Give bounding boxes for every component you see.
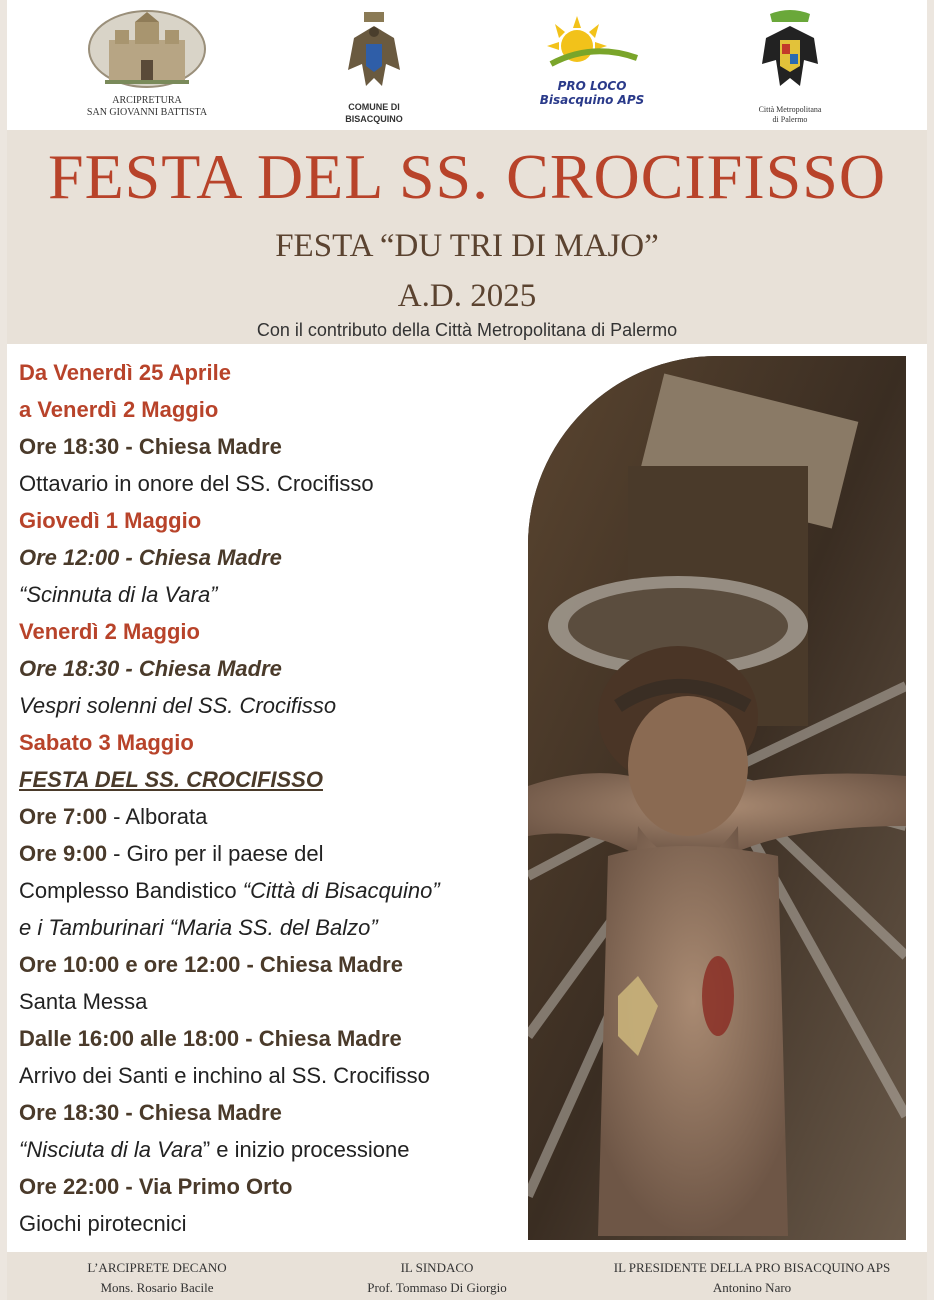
signature-name: Prof. Tommaso Di Giorgio (367, 1280, 507, 1295)
arcipretura-caption-1: ARCIPRETURA (112, 95, 182, 106)
logo-comune (319, 8, 429, 125)
event-time: Ore 9:00 (19, 841, 108, 866)
band-prefix: Complesso Bandistico (19, 878, 243, 903)
event-time: Ore 18:30 - Chiesa Madre (19, 1100, 282, 1125)
event-time: Ore 7:00 (19, 804, 108, 829)
sun-logo-icon (537, 14, 647, 74)
event-description (19, 1131, 529, 1168)
logo-citta-metropolitana (745, 8, 835, 125)
title-banner (7, 130, 927, 344)
page-subtitle: FESTA “DU TRI DI MAJO” (275, 228, 659, 264)
event-date: Giovedì 1 Maggio (19, 508, 202, 533)
event-time: Ore 18:30 - Chiesa Madre (19, 434, 282, 459)
comune-caption: COMUNE DI BISACQUINO (345, 102, 403, 124)
church-image-icon (87, 8, 207, 90)
year-label: A.D. 2025 (397, 278, 537, 314)
signature-presidente (587, 1258, 917, 1298)
procession-text: ” e inizio processione (202, 1137, 410, 1162)
signatures-footer (7, 1252, 927, 1300)
crucifix-image-icon (528, 356, 906, 1240)
procession-name: “Nisciuta di la Vara (19, 1137, 203, 1162)
event-time: Ore 18:30 - Chiesa Madre (19, 656, 282, 681)
event-description: Vespri solenni del SS. Crocifisso (19, 693, 337, 718)
logo-proloco (527, 14, 657, 107)
logo-arcipretura (77, 8, 217, 119)
signature-role: IL PRESIDENTE DELLA PRO BISACQUINO APS (613, 1260, 891, 1275)
festival-heading: FESTA DEL SS. CROCIFISSO (19, 767, 323, 792)
date-range-end: a Venerdì 2 Maggio (19, 397, 219, 422)
proloco-caption-2: Bisacquino APS (539, 93, 645, 107)
date-range-start: Da Venerdì 25 Aprile (19, 360, 231, 385)
event-time: Ore 12:00 - Chiesa Madre (19, 545, 282, 570)
event-entry (19, 835, 529, 872)
event-description: e i Tamburinari “Maria SS. del Balzo” (19, 915, 378, 940)
crucifix-photo (528, 356, 906, 1240)
event-date: Sabato 3 Maggio (19, 730, 194, 755)
logo-bar (7, 0, 927, 130)
event-time: Dalle 16:00 alle 18:00 - Chiesa Madre (19, 1026, 402, 1051)
event-description: “Scinnuta di la Vara” (19, 582, 218, 607)
signature-role: IL SINDACO (400, 1260, 474, 1275)
signature-role: L’ARCIPRETE DECANO (87, 1260, 227, 1275)
signature-name: Antonino Naro (712, 1280, 792, 1295)
event-time: Ore 10:00 e ore 12:00 - Chiesa Madre (19, 952, 403, 977)
event-date: Venerdì 2 Maggio (19, 619, 200, 644)
page-title: FESTA DEL SS. CROCIFISSO (47, 141, 887, 212)
arcipretura-caption-2: SAN GIOVANNI BATTISTA (86, 107, 208, 118)
citta-caption-1: Città Metropolitana (758, 105, 822, 114)
proloco-caption-1: PRO LOCO (557, 79, 627, 93)
event-time: Ore 22:00 - Via Primo Orto (19, 1174, 293, 1199)
signature-name: Mons. Rosario Bacile (100, 1280, 214, 1295)
event-description: Arrivo dei Santi e inchino al SS. Crocifisso (19, 1063, 430, 1088)
event-description (19, 872, 529, 909)
contribution-note: Con il contributo della Città Metropolitana di Palermo (256, 320, 678, 340)
event-description: Santa Messa (19, 989, 148, 1014)
citta-caption-2: di Palermo (772, 115, 808, 124)
event-description: - Giro per il paese del (107, 841, 324, 866)
poster (7, 0, 927, 1300)
event-description: Giochi pirotecnici (19, 1211, 187, 1236)
signature-arciprete (47, 1258, 267, 1298)
program-schedule (19, 354, 529, 1242)
eagle-crest-icon (344, 8, 404, 96)
event-entry (19, 798, 529, 835)
palermo-crest-icon (760, 8, 820, 100)
event-description: Ottavario in onore del SS. Crocifisso (19, 471, 374, 496)
band-name: “Città di Bisacquino” (242, 878, 440, 903)
event-description: - Alborata (107, 804, 208, 829)
signature-sindaco (337, 1258, 537, 1298)
